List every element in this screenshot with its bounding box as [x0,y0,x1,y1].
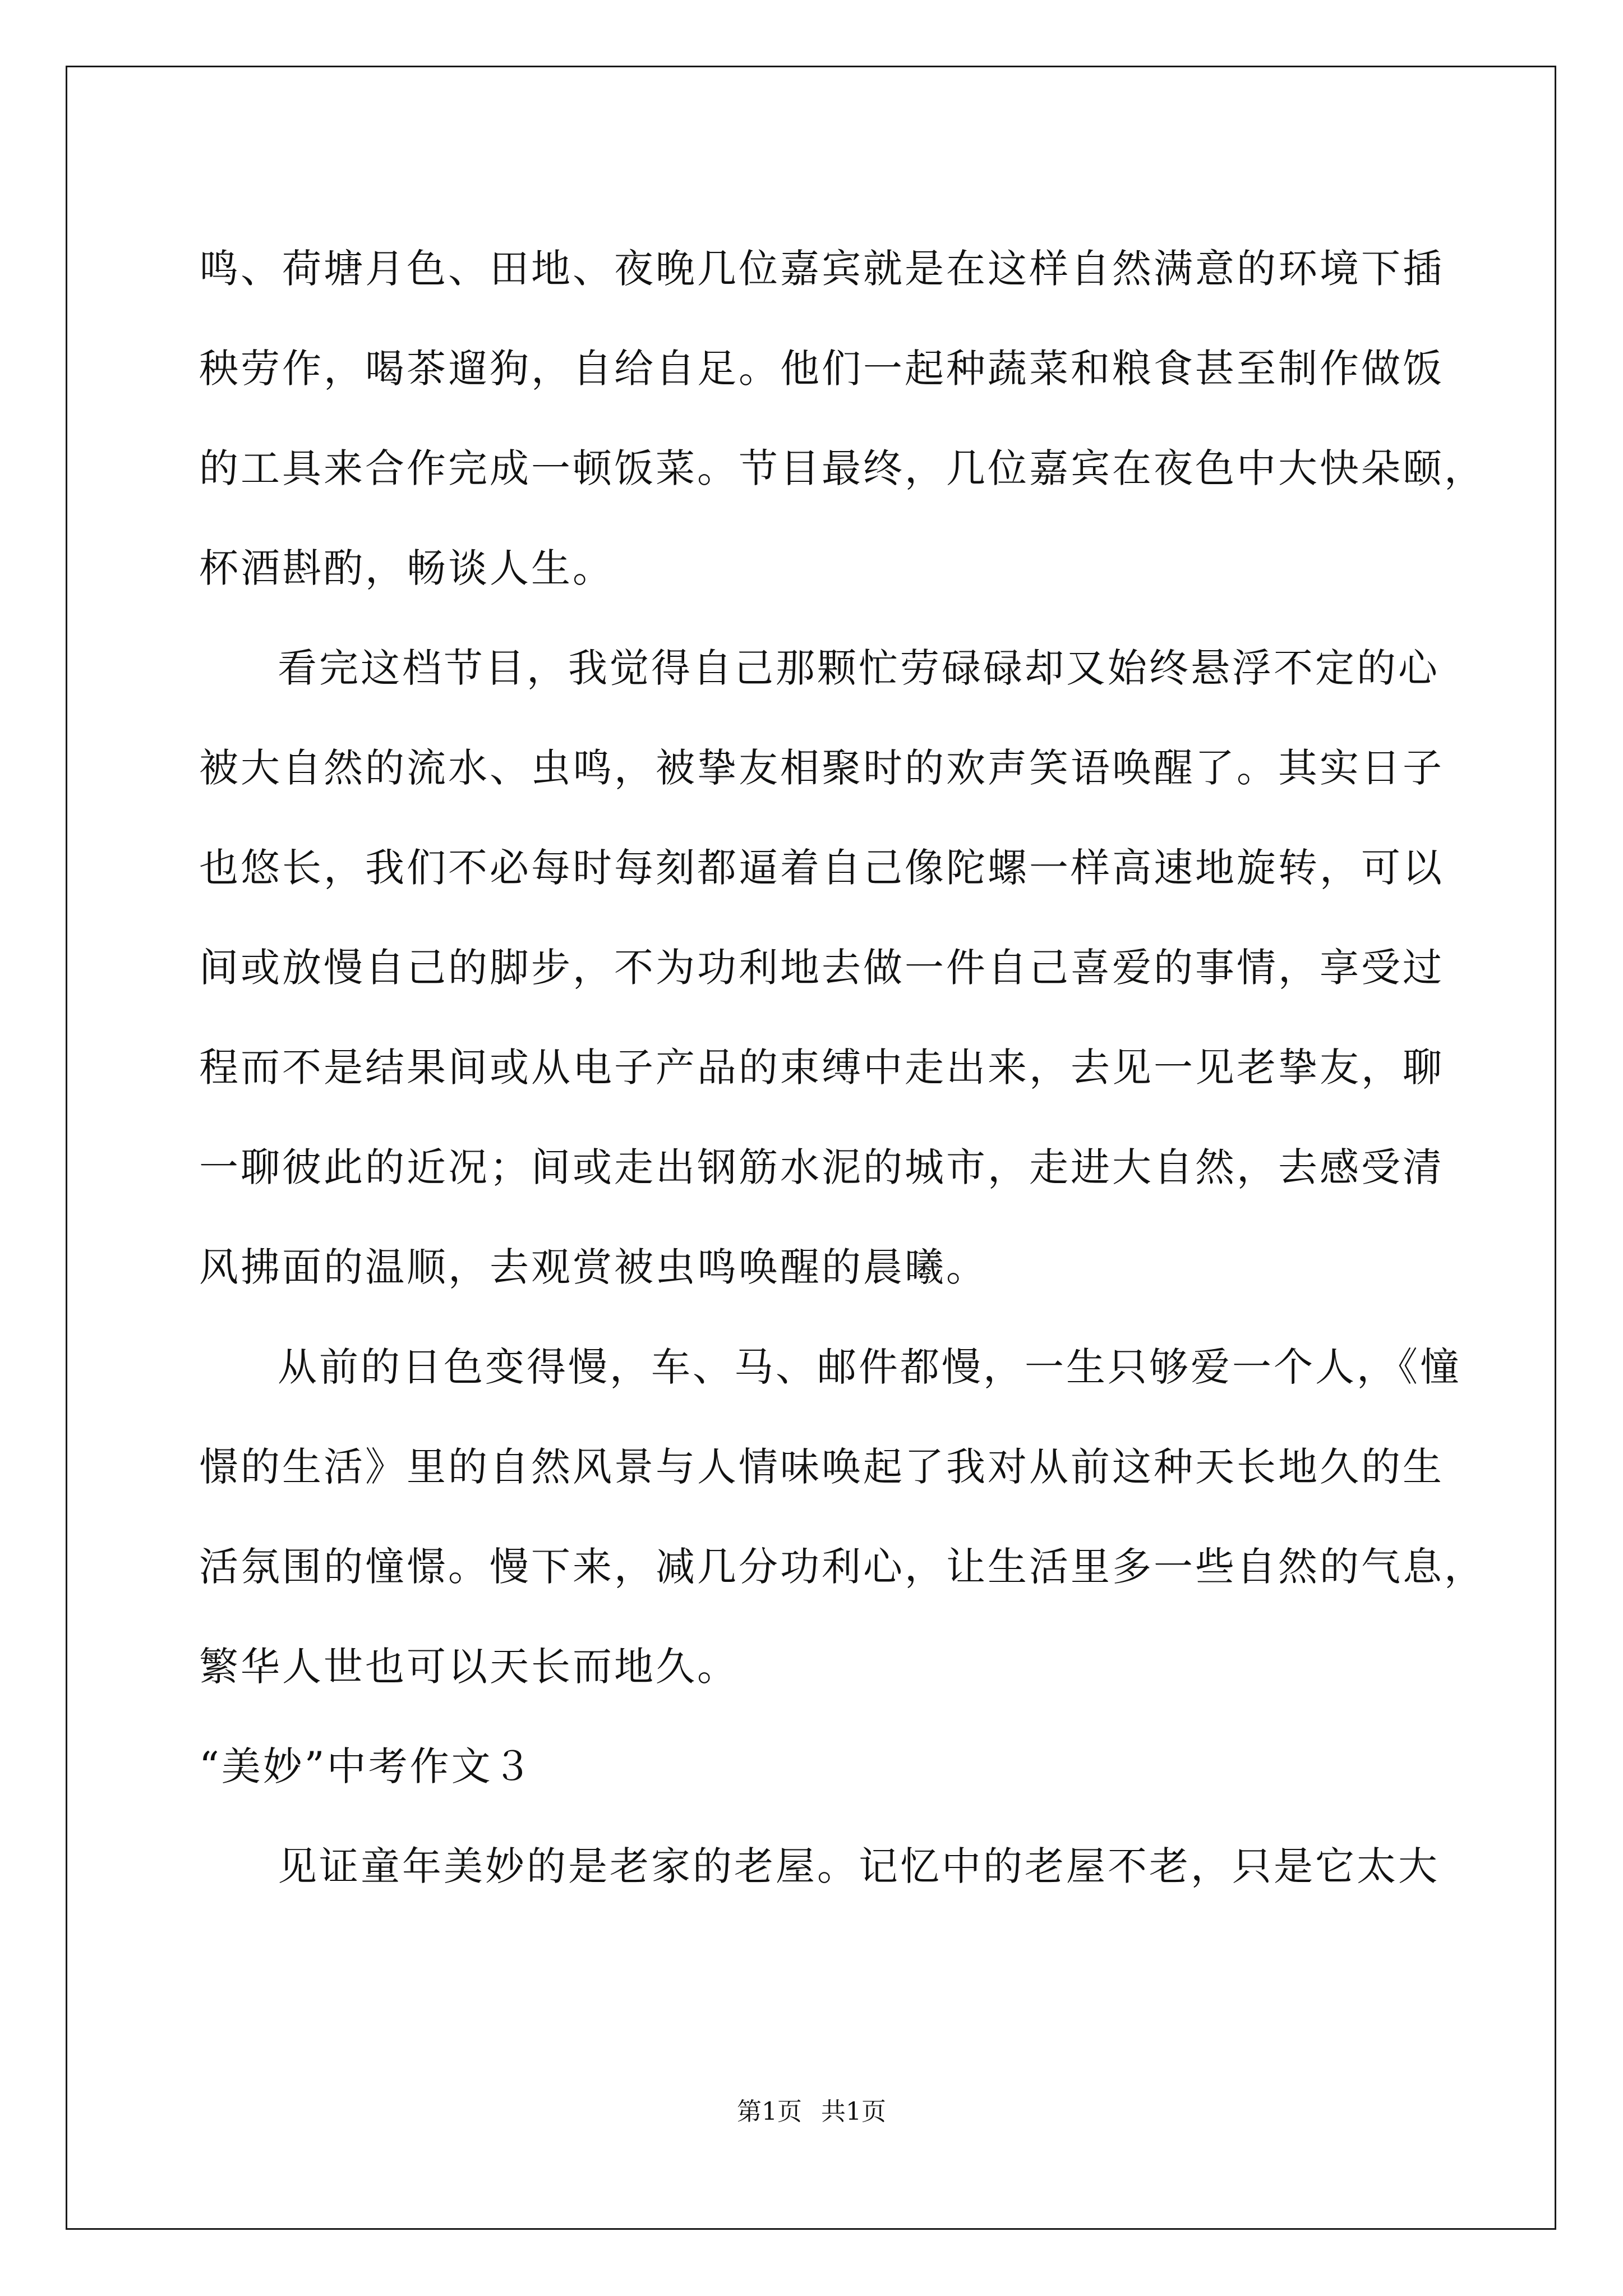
document-body [199,219,1486,1916]
text-line: 一聊彼此的近况；间或走出钢筋水泥的城市，走进大自然，去感受清 [199,1144,1444,1190]
text-line: 风拂面的温顺，去观赏被虫鸣唤醒的晨曦。 [199,1244,988,1290]
text-line: 从前的日色变得慢，车、马、邮件都慢，一生只够爱一个人，《憧 [278,1344,1461,1390]
text-line: 憬的生活》里的自然风景与人情味唤起了我对从前这种天长地久的生 [199,1444,1444,1490]
page-total: 共1页 [821,2097,886,2126]
text-line: 活氛围的憧憬。慢下来，减几分功利心，让生活里多一些自然的气息， [199,1544,1486,1590]
text-line: 也悠长，我们不必每时每刻都逼着自己像陀螺一样高速地旋转，可以 [199,845,1444,891]
text-line: 被大自然的流水、虫鸣，被挚友相聚时的欢声笑语唤醒了。其实日子 [199,745,1444,791]
text-line: 杯酒斟酌，畅谈人生。 [199,545,614,591]
page-footer [0,2091,1623,2127]
paragraph-2 [199,618,1444,1317]
text-line: 鸣、荷塘月色、田地、夜晚几位嘉宾就是在这样自然满意的环境下插 [199,246,1444,292]
text-line: 间或放慢自己的脚步，不为功利地去做一件自己喜爱的事情，享受过 [199,945,1444,991]
paragraph-1 [199,219,1486,618]
section-heading [199,1717,1438,1816]
text-line: 见证童年美妙的是老家的老屋。记忆中的老屋不老，只是它太大 [278,1843,1440,1889]
paragraph-4 [199,1816,1438,1916]
text-line: 程而不是结果间或从电子产品的束缚中走出来，去见一见老挚友，聊 [199,1045,1444,1091]
text-line: 的工具来合作完成一顿饭菜。节目最终，几位嘉宾在夜色中大快朵颐， [199,445,1486,491]
text-line: 繁华人世也可以天长而地久。 [199,1644,739,1690]
paragraph-3 [199,1317,1486,1717]
text-line: 看完这档节目，我觉得自己那颗忙劳碌碌却又始终悬浮不定的心 [278,645,1440,691]
heading-text: “美妙”中考作文３ [199,1743,534,1789]
text-line: 秧劳作，喝茶遛狗，自给自足。他们一起种蔬菜和粮食甚至制作做饭 [199,346,1444,392]
page-number: 第1页 [737,2097,802,2126]
